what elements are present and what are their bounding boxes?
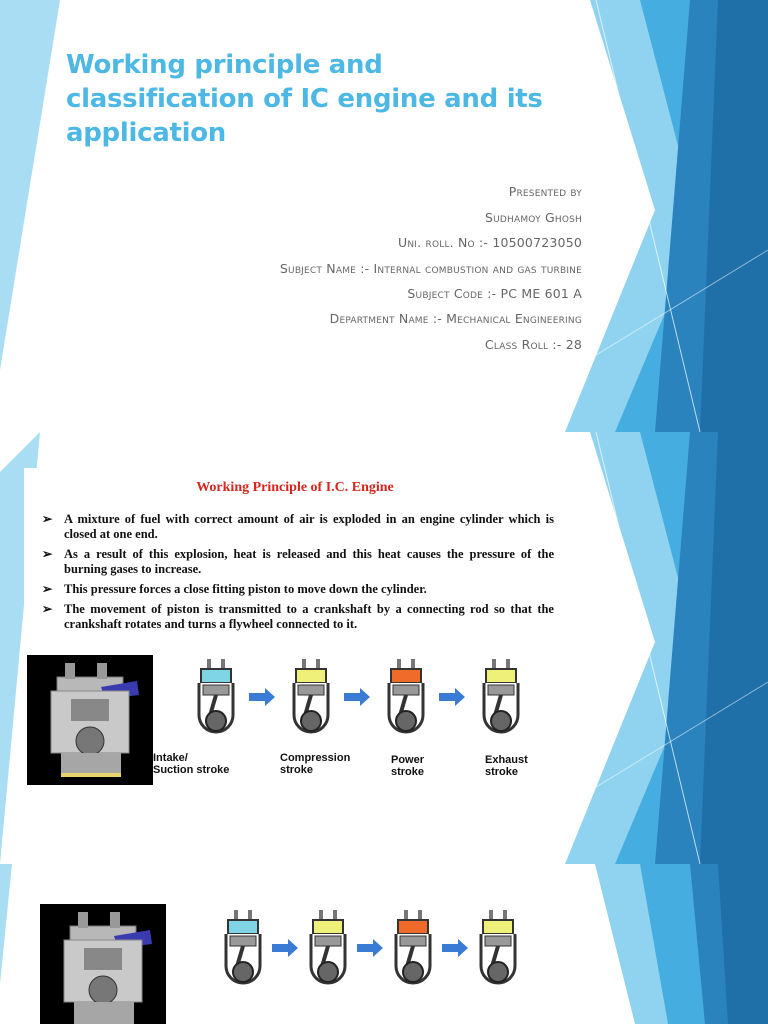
roll-number: Uni. roll. No :- 10500723050 [398, 235, 582, 250]
stroke-label-compression: Compression stroke [280, 752, 351, 776]
bullet-arrow-icon: ➢ [42, 512, 53, 526]
bullet-arrow-icon: ➢ [42, 547, 53, 561]
engine-cutaway-image [27, 655, 153, 785]
title-line: classification of IC engine and its [66, 84, 543, 114]
principle-heading: Working Principle of I.C. Engine [196, 480, 394, 495]
slide-title [66, 48, 566, 150]
subject-code: Subject Code :- PC ME 601 A [407, 286, 582, 301]
stroke-label-intake: Intake/ Suction stroke [153, 752, 230, 776]
stroke-label-exhaust: Exhaust stroke [485, 754, 528, 778]
stroke-diagram-row [195, 657, 535, 757]
stroke-arrow-icon [344, 688, 370, 706]
piston-diagram-intake [199, 659, 233, 732]
department-name: Department Name :- Mechanical Engineering [329, 311, 582, 326]
bullet-arrow-icon: ➢ [42, 582, 53, 596]
bullet-item: ➢ A mixture of fuel with correct amount of air is exploded in an engine cylinder which is closed at one end. [42, 512, 554, 541]
subject-name: Subject Name :- Internal combustion and gas turbine [279, 261, 582, 276]
piston-diagram-compression [294, 659, 328, 732]
presenter-name: Sudhamoy Ghosh [484, 210, 582, 225]
title-line: Working principle and [66, 50, 383, 80]
bullet-item: ➢ As a result of this explosion, heat is released and this heat causes the pressure of the burning gases to increase. [42, 547, 554, 576]
principle-bullet-list [42, 512, 554, 637]
piston-diagram-power [389, 659, 423, 732]
title-line: application [66, 118, 226, 148]
stroke-label-power: Power stroke [391, 754, 425, 778]
piston-diagram-power [396, 910, 430, 983]
stroke-arrow-icon [439, 688, 465, 706]
piston-diagram-intake [226, 910, 260, 983]
bullet-item: ➢ This pressure forces a close fitting piston to move down the cylinder. [42, 582, 427, 596]
stroke-arrow-icon [442, 939, 468, 957]
stroke-arrow-icon [249, 688, 275, 706]
engine-cutaway-image [40, 904, 166, 1024]
stroke-arrow-icon [272, 939, 298, 957]
bullet-item: ➢ The movement of piston is transmitted to a crankshaft by a connecting rod so that the crankshaft rotates and turns a flywheel connected to it. [42, 602, 554, 631]
working-principle-slide [0, 432, 768, 864]
left-accent-shape [0, 864, 12, 984]
class-roll: Class Roll :- 28 [484, 337, 582, 352]
stroke-diagram-row [222, 908, 542, 1008]
left-accent-shape [0, 0, 60, 370]
strokes-slide [0, 864, 768, 1024]
piston-diagram-exhaust [484, 659, 518, 732]
bullet-arrow-icon: ➢ [42, 602, 53, 616]
stroke-arrow-icon [357, 939, 383, 957]
piston-diagram-compression [311, 910, 345, 983]
piston-diagram-exhaust [481, 910, 515, 983]
presented-by: Presented by [508, 184, 582, 199]
title-slide [0, 0, 768, 432]
